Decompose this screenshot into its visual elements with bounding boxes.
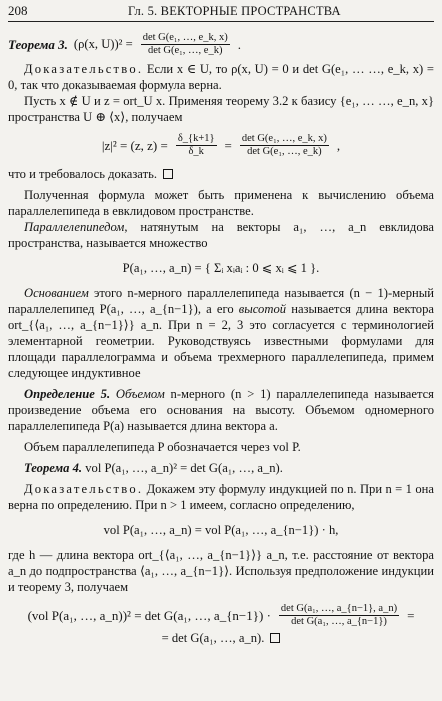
parallelepiped-definition-text: , натянутым на векторы a₁, …, a_n евклидова пространства, называется множество [8,220,434,250]
proof-1-paragraph [8,61,434,93]
formula-4-end: = [407,607,415,623]
proof-1-end-text: что и требовалось доказать. [8,167,157,181]
theorem-3-formula-left: (ρ(x, U))² = [73,37,133,51]
formula-1-fraction-2 [240,133,329,158]
theorem-3-numerator: det G(e₁, …, e_k, x) [142,32,228,43]
page-number: 208 [8,3,28,18]
proof-2-paragraph [8,481,434,513]
formula-4-fraction [279,603,399,628]
paragraph-base-height [8,285,434,381]
formula-4-line-2 [8,630,434,646]
theorem-3 [8,32,434,57]
theorem-4-statement: vol P(a₁, …, a_n)² = det G(a₁, …, a_n). [85,461,283,475]
term-parallelepiped: Параллелепипедом [24,220,125,234]
proof-2-text: Докажем эту формулу индукцией по n. При n = 1 она верна по определению. При n > 1 имеем, согласно определению, [8,482,434,512]
formula-3: vol P(a₁, …, a_n) = vol P(a₁, …, a_{n−1}) · h, [103,523,339,537]
formula-1-frac2-num: det G(e₁, …, e_k, x) [241,133,327,144]
formula-4-line2-text: = det G(a₁, …, a_n). [161,631,265,645]
formula-1-mid: = [224,137,232,153]
theorem-3-label: Теорема 3. [8,36,68,52]
paragraph-where-h: где h — длина вектора ort_{⟨a₁, …, a_{n−1}⟩} a_n, т.е. расстояние от вектора a_n до подпространства ⟨a₁, …, a_{n−1}⟩. Используя предположение индукции и теорему 3, получаем [8,548,434,594]
formula-1-end: , [336,137,341,153]
proof-1-lead: Доказательство. [24,62,144,76]
proof-1-end [8,166,434,182]
theorem-4 [8,460,434,476]
proof-1-line2: …, e_k, x) = 0, так что доказываемая формула верна. [8,62,434,92]
definition-5-label: Определение 5. [24,387,111,401]
formula-1-frac1-den: δ_k [188,146,204,157]
base-text-2: называется длина вектора ort_{⟨a₁, …, a_{n−1}⟩} a_n. При n = 2, 3 это согласуется с терминологией элементарной геометрии. Руководствуясь известными формулами для площади параллелограмма и объема трехмерного параллелепипеда, примем следующее индуктивное [8,302,434,380]
term-height: высотой [238,302,287,316]
formula-2: P(a₁, …, a_n) = { Σᵢ xᵢaᵢ : 0 ⩽ xᵢ ⩽ 1 }. [122,261,320,275]
paragraph-parallelepiped [8,219,434,251]
formula-4-left: (vol P(a₁, …, a_n))² = det G(a₁, …, a_{n−1}) · [27,607,271,623]
definition-5 [8,386,434,434]
running-title: Гл. 5. ВЕКТОРНЫЕ ПРОСТРАНСТВА [128,4,341,18]
qed-square-icon [270,633,280,643]
base-text-1: этого n-мерного параллелепипеда называется (n − 1)-мерный параллелепипед P(a₁, …, a_{n−1}), а его [8,286,434,316]
paragraph-formula-usage: Полученная формула может быть применена к вычислению объема параллелепипеда в евклидовом пространстве. [8,188,434,218]
theorem-4-label: Теорема 4. [24,461,83,475]
theorem-3-denominator: det G(e₁, …, e_k) [147,45,223,56]
page-header [8,3,434,22]
proof-1-line4: …, e_n, x} пространства U ⊕ ⟨x⟩, получаем [8,94,434,124]
formula-4-numerator: det G(a₁, …, a_{n−1}, a_n) [280,603,398,614]
formula-1-left: |z|² = (z, z) = [101,137,168,153]
formula-1 [8,133,434,158]
formula-1-fraction-1 [176,133,217,158]
formula-1-frac1-num: δ_{k+1} [177,133,215,144]
term-volume: Объемом [115,387,165,401]
proof-1-line1: Если x ∈ U, то ρ(x, U) = 0 и det G(e₁, … [146,62,365,76]
proof-1-continuation [8,93,434,125]
proof-1-line3: Пусть x ∉ U и z = ort_U x. Применяя теорему 3.2 к базису {e₁, … [24,94,375,108]
paragraph-vol-notation: Объем параллелепипеда P обозначается через vol P. [24,440,301,454]
formula-4 [8,603,434,628]
theorem-3-fraction [141,32,230,57]
definition-5-text: n-мерного (n > 1) параллелепипеда называется произведение объема его основания на высоту. Объемом одномерного параллелепипеда P(a) называется длина вектора a. [8,387,434,433]
term-base: Основанием [24,286,89,300]
formula-1-frac2-den: det G(e₁, …, e_k) [247,146,322,157]
formula-4-denominator: det G(a₁, …, a_{n−1}) [291,616,387,627]
theorem-3-end: . [237,36,241,52]
qed-square-icon [163,169,173,179]
proof-2-lead: Доказательство. [24,482,144,496]
